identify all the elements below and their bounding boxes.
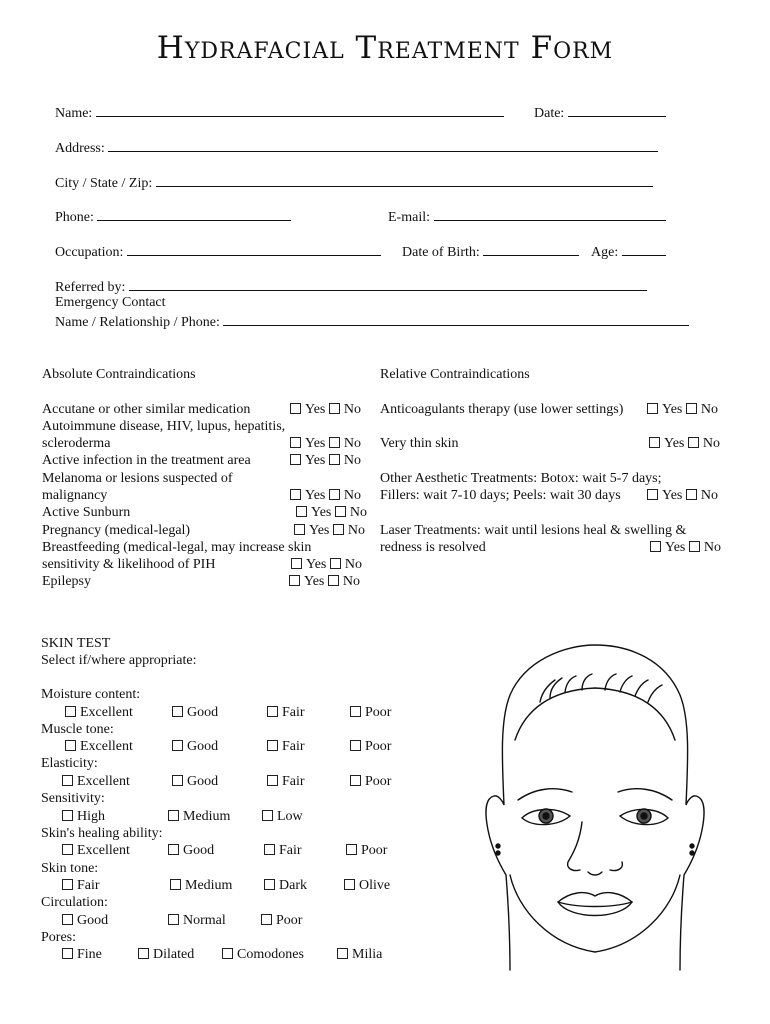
skin-test-group-label: Sensitivity: xyxy=(41,791,105,806)
option-label: High xyxy=(77,809,105,824)
option-checkbox[interactable] xyxy=(264,844,275,855)
form-title: Hydrafacial Treatment Form xyxy=(156,30,614,66)
no-checkbox[interactable] xyxy=(686,489,697,500)
skin-option[interactable] xyxy=(264,842,302,859)
option-checkbox[interactable] xyxy=(262,810,273,821)
option-checkbox[interactable] xyxy=(172,740,183,751)
yes-no-checkbox-pair[interactable] xyxy=(647,401,718,418)
no-label: No xyxy=(344,557,362,572)
skin-test-group-label: Pores: xyxy=(41,930,76,945)
option-checkbox[interactable] xyxy=(62,948,73,959)
option-checkbox[interactable] xyxy=(170,879,181,890)
absolute-item-text: Pregnancy (medical-legal) xyxy=(42,523,191,538)
option-checkbox[interactable] xyxy=(65,740,76,751)
skin-option[interactable] xyxy=(138,946,194,963)
option-label: Poor xyxy=(365,739,392,754)
yes-no-checkbox-pair[interactable] xyxy=(290,487,361,504)
emergency-contact-label: Emergency Contact xyxy=(55,295,166,310)
skin-option[interactable] xyxy=(264,877,307,894)
skin-option[interactable] xyxy=(172,704,218,721)
no-label: No xyxy=(703,540,721,555)
skin-option[interactable] xyxy=(172,773,218,790)
option-label: Low xyxy=(277,809,303,824)
absolute-item-text: Accutane or other similar medication xyxy=(42,402,251,417)
skin-option[interactable] xyxy=(62,842,130,859)
option-label: Excellent xyxy=(77,843,130,858)
yes-no-checkbox-pair[interactable] xyxy=(294,522,365,539)
skin-option[interactable] xyxy=(267,704,305,721)
age-label: Age: xyxy=(591,245,619,260)
option-checkbox[interactable] xyxy=(267,740,278,751)
skin-test-group-label: Moisture content: xyxy=(41,687,141,702)
skin-option[interactable] xyxy=(170,877,232,894)
skin-test-group-label: Circulation: xyxy=(41,895,108,910)
email-label: E-mail: xyxy=(388,210,430,225)
yes-no-checkbox-pair[interactable] xyxy=(290,435,361,452)
option-label: Excellent xyxy=(77,774,130,789)
yes-no-checkbox-pair[interactable] xyxy=(647,487,718,504)
yes-no-checkbox-pair[interactable] xyxy=(296,504,367,521)
yes-no-checkbox-pair[interactable] xyxy=(291,556,362,573)
skin-option[interactable] xyxy=(267,773,305,790)
yes-checkbox[interactable] xyxy=(650,541,661,552)
no-label: No xyxy=(342,574,360,589)
date-label: Date: xyxy=(534,106,565,121)
option-checkbox[interactable] xyxy=(222,948,233,959)
yes-checkbox[interactable] xyxy=(290,437,301,448)
option-label: Poor xyxy=(365,774,392,789)
option-label: Poor xyxy=(276,913,303,928)
option-checkbox[interactable] xyxy=(62,844,73,855)
no-label: No xyxy=(347,523,365,538)
email-field[interactable] xyxy=(388,207,666,226)
yes-label: Yes xyxy=(665,540,686,555)
skin-option[interactable] xyxy=(222,946,304,963)
skin-option[interactable] xyxy=(168,912,226,929)
emergency-contact-sub-label: Name / Relationship / Phone: xyxy=(55,315,220,330)
option-checkbox[interactable] xyxy=(168,914,179,925)
yes-label: Yes xyxy=(309,523,330,538)
no-checkbox[interactable] xyxy=(689,541,700,552)
skin-option[interactable] xyxy=(62,912,108,929)
no-checkbox[interactable] xyxy=(329,489,340,500)
option-label: Fine xyxy=(77,947,102,962)
phone-label: Phone: xyxy=(55,210,94,225)
absolute-item-text: scleroderma xyxy=(42,436,111,451)
yes-checkbox[interactable] xyxy=(649,437,660,448)
skin-option[interactable] xyxy=(337,946,382,963)
skin-option[interactable] xyxy=(344,877,390,894)
option-label: Olive xyxy=(359,878,391,893)
yes-no-checkbox-pair[interactable] xyxy=(290,452,361,469)
relative-item-text: redness is resolved xyxy=(380,540,486,555)
skin-option[interactable] xyxy=(168,808,230,825)
no-label: No xyxy=(343,453,361,468)
absolute-item-text: sensitivity & likelihood of PIH xyxy=(42,557,216,572)
no-label: No xyxy=(700,402,718,417)
relative-item-text: Very thin skin xyxy=(380,436,459,451)
skin-option[interactable] xyxy=(350,738,391,755)
yes-checkbox[interactable] xyxy=(290,454,301,465)
option-label: Good xyxy=(187,739,219,754)
skin-option[interactable] xyxy=(346,842,387,859)
yes-label: Yes xyxy=(305,436,326,451)
no-checkbox[interactable] xyxy=(330,558,341,569)
name-label: Name: xyxy=(55,106,93,121)
no-label: No xyxy=(343,402,361,417)
skin-option[interactable] xyxy=(62,808,105,825)
option-checkbox[interactable] xyxy=(344,879,355,890)
option-checkbox[interactable] xyxy=(172,706,183,717)
occupation-field[interactable] xyxy=(55,242,381,261)
relative-item-text: Anticoagulants therapy (use lower settings) xyxy=(380,402,624,417)
option-checkbox[interactable] xyxy=(168,844,179,855)
yes-checkbox[interactable] xyxy=(289,575,300,586)
option-label: Fair xyxy=(282,739,305,754)
option-checkbox[interactable] xyxy=(65,706,76,717)
yes-label: Yes xyxy=(311,505,332,520)
skin-option[interactable] xyxy=(65,738,133,755)
option-label: Medium xyxy=(185,878,233,893)
option-label: Good xyxy=(187,705,219,720)
option-label: Dark xyxy=(279,878,307,893)
no-checkbox[interactable] xyxy=(329,454,340,465)
yes-label: Yes xyxy=(664,436,685,451)
option-checkbox[interactable] xyxy=(267,706,278,717)
no-checkbox[interactable] xyxy=(329,437,340,448)
option-label: Fair xyxy=(282,774,305,789)
relative-item-text: Other Aesthetic Treatments: Botox: wait 5-7 days; xyxy=(380,471,662,486)
yes-no-checkbox-pair[interactable] xyxy=(649,435,720,452)
skin-test-subheading: Select if/where appropriate: xyxy=(41,653,197,668)
option-label: Good xyxy=(187,774,219,789)
option-label: Good xyxy=(77,913,109,928)
no-checkbox[interactable] xyxy=(333,524,344,535)
option-checkbox[interactable] xyxy=(168,810,179,821)
face-illustration xyxy=(470,640,720,980)
absolute-item-text: Melanoma or lesions suspected of xyxy=(42,471,233,486)
referred-by-label: Referred by: xyxy=(55,280,126,295)
absolute-item-text: Breastfeeding (medical-legal, may increase skin xyxy=(42,540,312,555)
yes-label: Yes xyxy=(305,402,326,417)
no-checkbox[interactable] xyxy=(686,403,697,414)
option-label: Medium xyxy=(183,809,231,824)
skin-option[interactable] xyxy=(62,773,130,790)
yes-checkbox[interactable] xyxy=(291,558,302,569)
option-checkbox[interactable] xyxy=(138,948,149,959)
skin-option[interactable] xyxy=(350,773,391,790)
skin-option[interactable] xyxy=(350,704,391,721)
skin-option[interactable] xyxy=(172,738,218,755)
city-state-zip-field[interactable] xyxy=(55,173,653,192)
yes-checkbox[interactable] xyxy=(290,489,301,500)
relative-contraindications-heading: Relative Contraindications xyxy=(380,367,530,382)
skin-option[interactable] xyxy=(267,738,305,755)
option-checkbox[interactable] xyxy=(62,775,73,786)
yes-checkbox[interactable] xyxy=(647,489,658,500)
occupation-label: Occupation: xyxy=(55,245,124,260)
no-label: No xyxy=(702,436,720,451)
absolute-item-text: malignancy xyxy=(42,488,108,503)
date-field[interactable] xyxy=(534,103,666,122)
skin-test-group-label: Muscle tone: xyxy=(41,722,114,737)
absolute-contraindications-heading: Absolute Contraindications xyxy=(42,367,196,382)
no-label: No xyxy=(700,488,718,503)
yes-checkbox[interactable] xyxy=(647,403,658,414)
yes-label: Yes xyxy=(305,453,326,468)
dob-field[interactable] xyxy=(402,242,579,261)
no-checkbox[interactable] xyxy=(335,506,346,517)
name-field[interactable] xyxy=(55,103,504,122)
option-checkbox[interactable] xyxy=(350,706,361,717)
emergency-contact-field[interactable] xyxy=(55,312,689,331)
option-label: Fair xyxy=(279,843,302,858)
skin-test-group-label: Skin's healing ability: xyxy=(41,826,163,841)
absolute-item-text: Active Sunburn xyxy=(42,505,131,520)
no-label: No xyxy=(343,436,361,451)
option-checkbox[interactable] xyxy=(350,775,361,786)
option-checkbox[interactable] xyxy=(261,914,272,925)
option-label: Poor xyxy=(361,843,388,858)
yes-label: Yes xyxy=(305,488,326,503)
option-checkbox[interactable] xyxy=(62,879,73,890)
city-state-zip-label: City / State / Zip: xyxy=(55,176,153,191)
phone-field[interactable] xyxy=(55,207,291,226)
option-label: Poor xyxy=(365,705,392,720)
option-label: Normal xyxy=(183,913,226,928)
skin-test-heading: SKIN TEST xyxy=(41,636,111,651)
option-label: Comodones xyxy=(237,947,304,962)
option-label: Dilated xyxy=(153,947,195,962)
yes-no-checkbox-pair[interactable] xyxy=(290,401,361,418)
option-checkbox[interactable] xyxy=(346,844,357,855)
absolute-item-text: Autoimmune disease, HIV, lupus, hepatitis, xyxy=(42,419,286,434)
no-checkbox[interactable] xyxy=(329,403,340,414)
dob-label: Date of Birth: xyxy=(402,245,480,260)
skin-option[interactable] xyxy=(261,912,302,929)
yes-no-checkbox-pair[interactable] xyxy=(289,573,360,590)
option-label: Excellent xyxy=(80,739,133,754)
skin-option[interactable] xyxy=(262,808,303,825)
option-label: Fair xyxy=(282,705,305,720)
option-checkbox[interactable] xyxy=(267,775,278,786)
yes-label: Yes xyxy=(662,488,683,503)
yes-label: Yes xyxy=(304,574,325,589)
yes-checkbox[interactable] xyxy=(294,524,305,535)
option-label: Excellent xyxy=(80,705,133,720)
yes-label: Yes xyxy=(306,557,327,572)
yes-label: Yes xyxy=(662,402,683,417)
skin-option[interactable] xyxy=(62,877,100,894)
option-checkbox[interactable] xyxy=(350,740,361,751)
yes-checkbox[interactable] xyxy=(290,403,301,414)
relative-item-text: Fillers: wait 7-10 days; Peels: wait 30 days xyxy=(380,488,621,503)
option-label: Fair xyxy=(77,878,100,893)
age-field[interactable] xyxy=(591,242,666,261)
skin-option[interactable] xyxy=(62,946,102,963)
yes-checkbox[interactable] xyxy=(296,506,307,517)
address-label: Address: xyxy=(55,141,105,156)
option-checkbox[interactable] xyxy=(62,914,73,925)
skin-test-group-label: Skin tone: xyxy=(41,861,99,876)
skin-option[interactable] xyxy=(65,704,133,721)
yes-no-checkbox-pair[interactable] xyxy=(650,539,721,556)
no-label: No xyxy=(343,488,361,503)
absolute-item-text: Active infection in the treatment area xyxy=(42,453,251,468)
option-checkbox[interactable] xyxy=(62,810,73,821)
no-label: No xyxy=(349,505,367,520)
skin-test-group-label: Elasticity: xyxy=(41,756,98,771)
no-checkbox[interactable] xyxy=(688,437,699,448)
option-checkbox[interactable] xyxy=(264,879,275,890)
option-checkbox[interactable] xyxy=(337,948,348,959)
skin-option[interactable] xyxy=(168,842,214,859)
address-field[interactable] xyxy=(55,138,658,157)
no-checkbox[interactable] xyxy=(328,575,339,586)
option-label: Milia xyxy=(352,947,383,962)
absolute-item-text: Epilepsy xyxy=(42,574,91,589)
option-checkbox[interactable] xyxy=(172,775,183,786)
option-label: Good xyxy=(183,843,215,858)
relative-item-text: Laser Treatments: wait until lesions heal & swelling & xyxy=(380,523,687,538)
